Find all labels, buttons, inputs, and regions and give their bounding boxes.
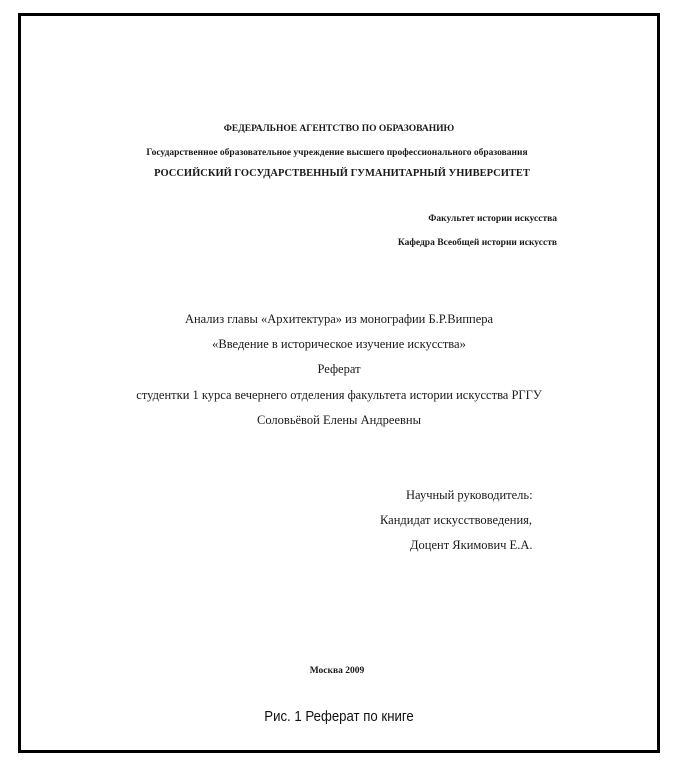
title-line-1: Анализ главы «Архитектура» из монографии Б.Р.Виппера (184, 312, 494, 326)
institution-type: Государственное образовательное учреждение высшего профессионального образования (146, 148, 528, 158)
title-line-2: «Введение в историческое изучение искусства» (212, 337, 466, 351)
document-type: Реферат (317, 362, 361, 376)
figure-caption: Рис. 1 Реферат по книге (264, 708, 414, 725)
faculty-name: Факультет истории искусства (428, 214, 557, 224)
city-year: Москва 2009 (309, 666, 365, 676)
supervisor-name: Доцент Якимович Е.А. (410, 538, 533, 552)
chair-name: Кафедра Всеобщей истории искусств (397, 238, 557, 248)
student-name: Соловьёвой Елены Андреевны (257, 413, 421, 427)
university-name: РОССИЙСКИЙ ГОСУДАРСТВЕННЫЙ ГУМАНИТАРНЫЙ УНИВЕРСИТЕТ (154, 168, 530, 179)
agency-heading: ФЕДЕРАЛЬНОЕ АГЕНТСТВО ПО ОБРАЗОВАНИЮ (223, 124, 455, 134)
supervisor-label: Научный руководитель: (406, 488, 533, 502)
document-frame (18, 13, 660, 753)
student-line: студентки 1 курса вечернего отделения факультета истории искусства РГГУ (136, 388, 542, 402)
supervisor-degree: Кандидат искусствоведения, (380, 513, 533, 527)
